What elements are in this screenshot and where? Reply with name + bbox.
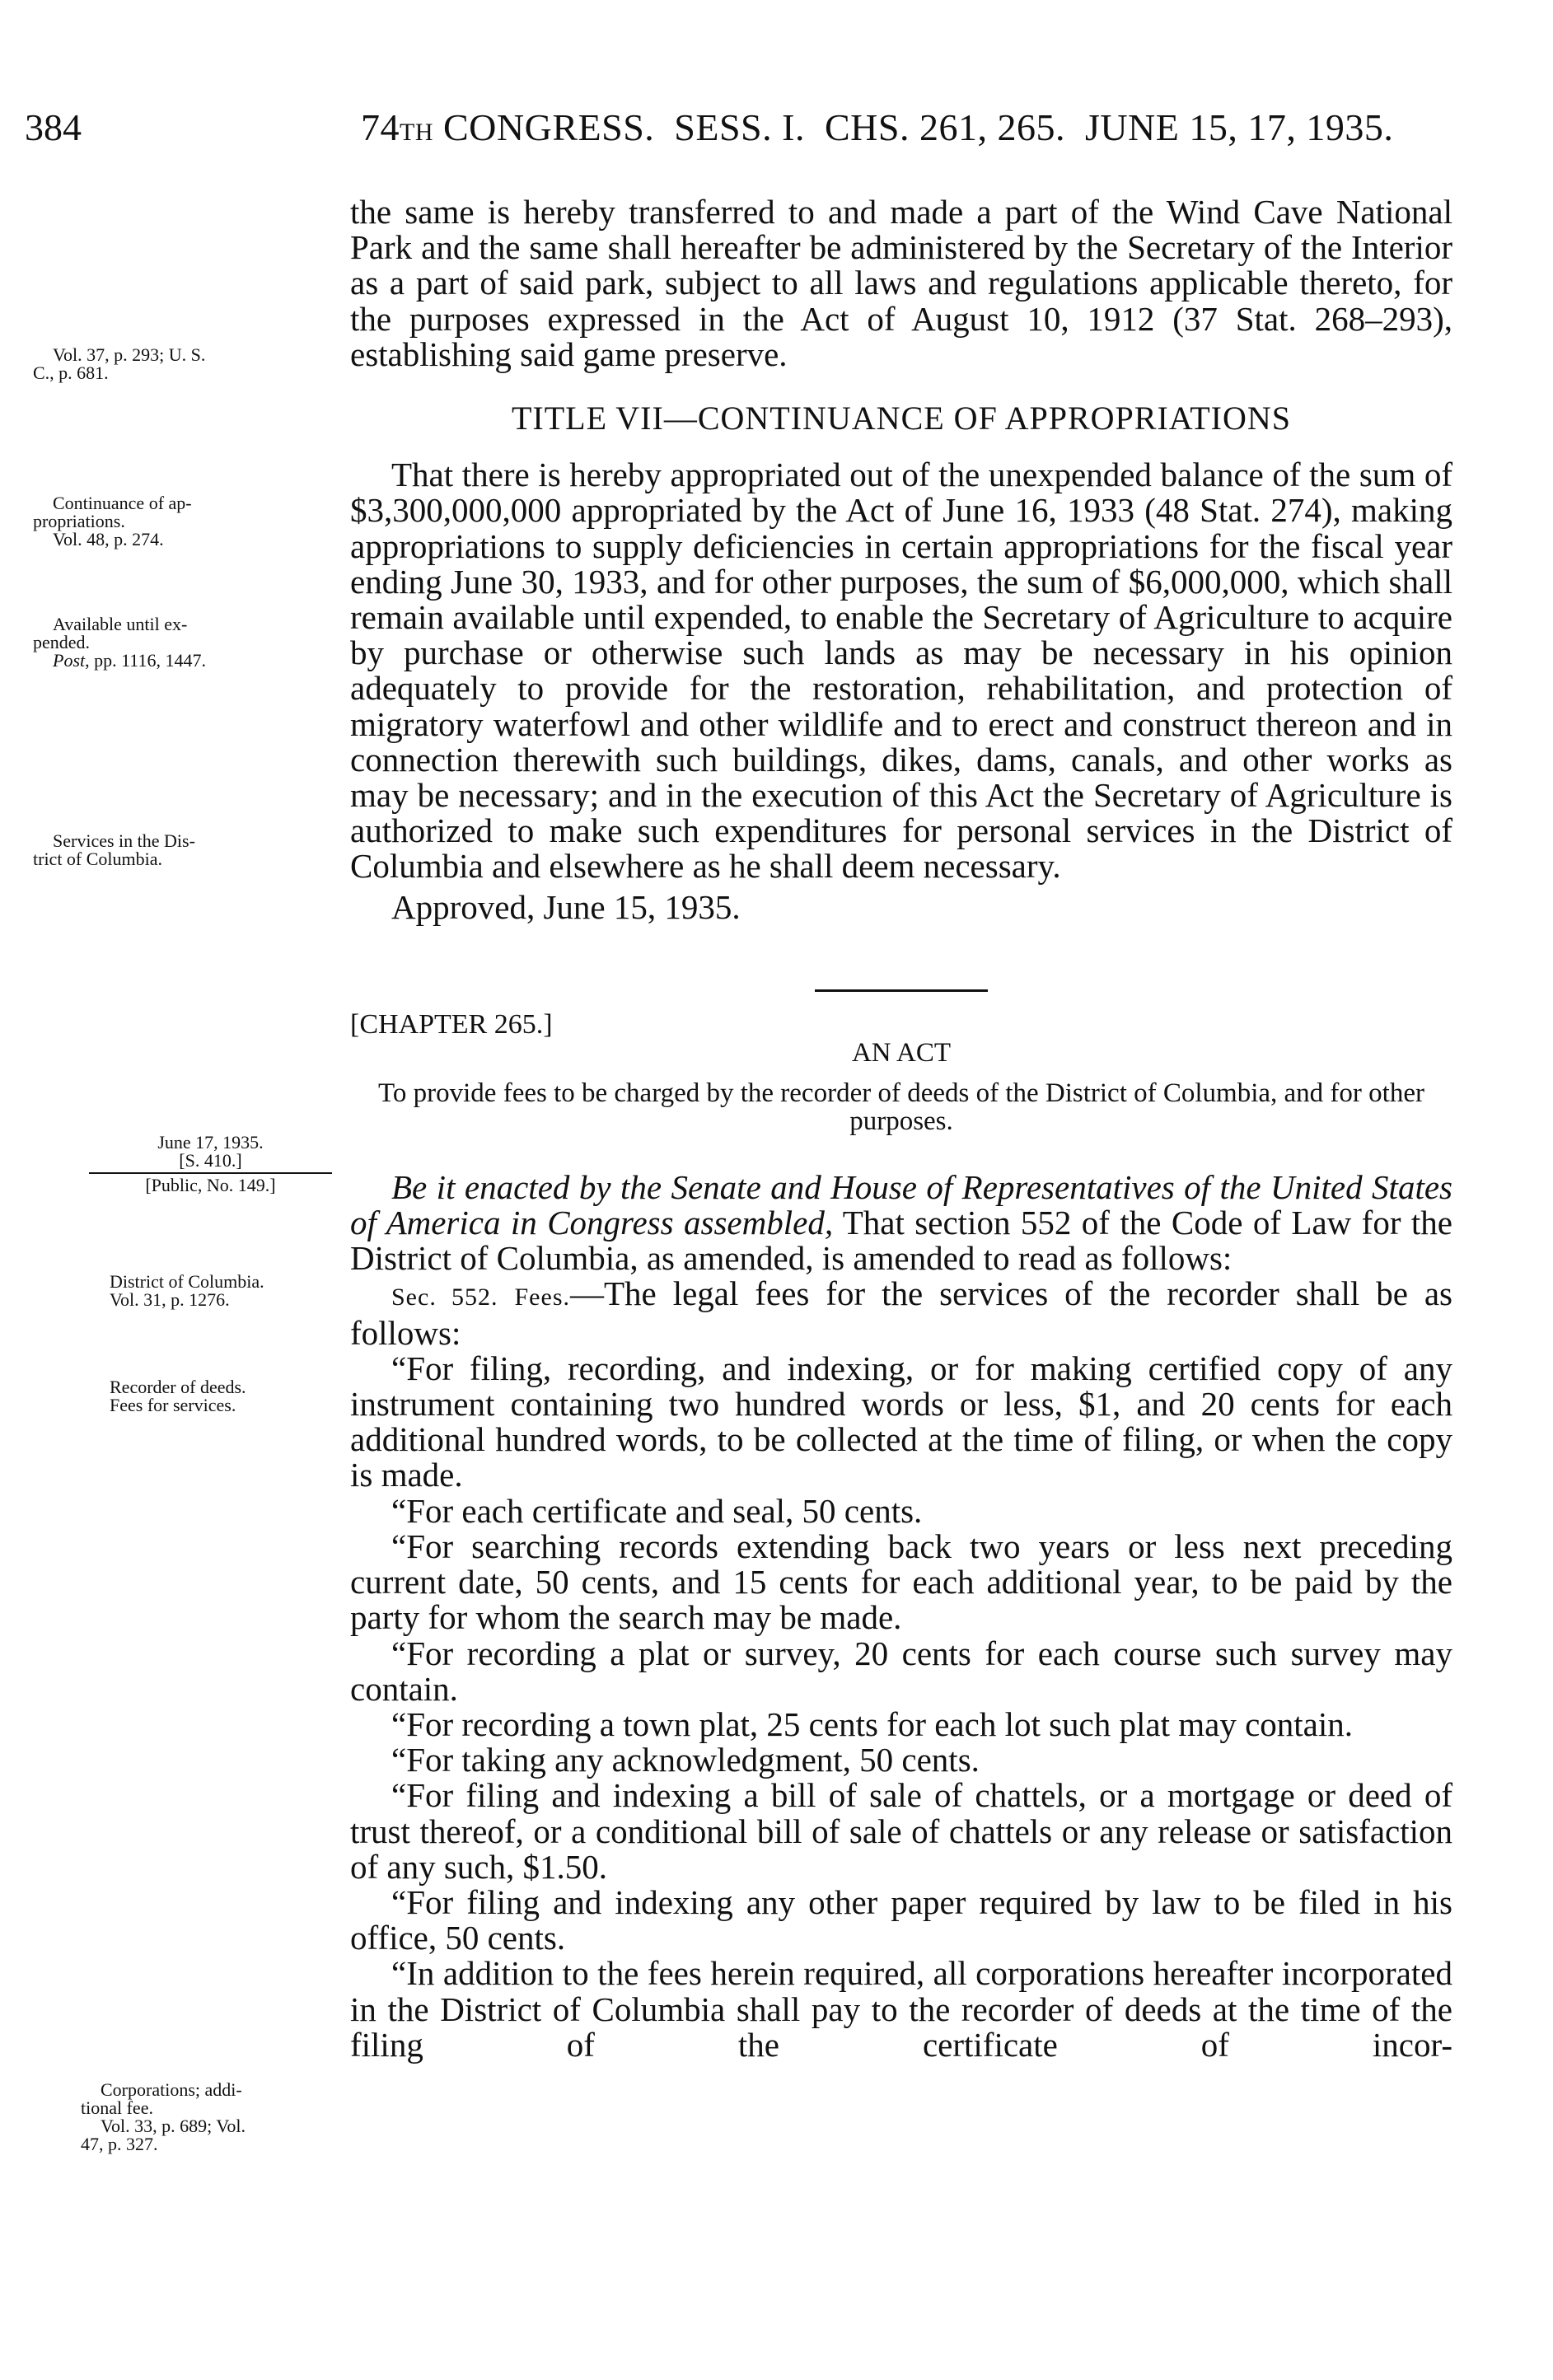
margin-note-line: propriations. — [33, 511, 125, 531]
fee-item: “In addition to the fees herein required, all corporations hereafter incorporated in the District of Columbia shall pay to the recorder of deeds at the time of the filing of the certificate of incor- — [350, 1954, 1452, 2064]
margin-note-line: Vol. 31, p. 1276. — [110, 1289, 230, 1310]
post-ref-pages: , pp. 1116, 1447. — [85, 650, 206, 671]
margin-note-line: Corporations; addi- — [101, 2079, 242, 2100]
margin-note-line: Vol. 37, p. 293; U. S. — [53, 344, 206, 365]
margin-note-line: District of Columbia. — [110, 1271, 264, 1292]
approval-date: Approved, June 15, 1935. — [391, 887, 741, 926]
section-text: —The legal fees for the services of the recorder shall be as follows: — [350, 1274, 1453, 1352]
fee-item: “For searching records extending back two years or less next preceding current date, 50 cents, and 15 cents for each additional year, to be paid by the party for whom the search may be made. — [350, 1527, 1452, 1637]
post-ref-italic: Post — [53, 650, 86, 671]
margin-note-dc — [110, 1273, 340, 1309]
margin-note-line: trict of Columbia. — [33, 849, 163, 869]
margin-note-corporations — [81, 2081, 324, 2153]
margin-note-line: Vol. 48, p. 274. — [53, 529, 164, 549]
act-heading: AN ACT — [851, 1037, 952, 1068]
margin-note-recorder — [110, 1378, 340, 1414]
margin-note-available — [33, 615, 334, 670]
senate-bill-number: [S. 410.] — [179, 1150, 242, 1171]
congress-ordinal-suffix: TH — [400, 119, 433, 146]
margin-note-line: Available until ex- — [53, 614, 188, 634]
margin-note-continuance — [33, 494, 334, 549]
margin-note-line: 47, p. 327. — [81, 2134, 158, 2154]
chapter-label: [CHAPTER 265.] — [350, 1008, 553, 1040]
margin-note-line: Continuance of ap- — [53, 493, 192, 513]
margin-note-act-date — [89, 1134, 332, 1195]
running-head-text: CONGRESS. SESS. I. CHS. 261, 265. JUNE 15, 17, 1935. — [443, 106, 1394, 148]
running-header — [25, 105, 1458, 155]
enacting-clause-italic: Be it enacted by the Senate and House of Representatives of the United States of America in Congress assembled, — [350, 1167, 1452, 1242]
section-552 — [350, 1276, 1452, 1350]
margin-note-services-dc — [33, 832, 334, 868]
fee-item: “For filing and indexing any other paper required by law to be filed in his office, 50 cents. — [350, 1882, 1452, 1957]
margin-note-line: tional fee. — [81, 2097, 153, 2118]
section-heading: Fees. — [514, 1284, 570, 1312]
margin-note-line: Vol. 33, p. 689; Vol. — [101, 2116, 246, 2136]
section-divider — [815, 989, 988, 992]
fee-item: “For recording a plat or survey, 20 cents for each course such survey may contain. — [350, 1634, 1452, 1708]
congress-number: 74 — [361, 106, 400, 148]
public-law-number: [Public, No. 149.] — [145, 1175, 276, 1195]
act-purpose: To provide fees to be charged by the recorder of deeds of the District of Columbia, and for other purposes. — [378, 1078, 1424, 1136]
enacting-clause — [350, 1167, 1452, 1278]
fee-item: “For recording a town plat, 25 cents for each lot such plat may contain. — [391, 1704, 1353, 1743]
margin-note-line — [33, 652, 334, 670]
margin-note-line: C., p. 681. — [33, 362, 109, 383]
main-text-column — [350, 194, 1452, 2063]
margin-note-line: pended. — [33, 632, 91, 652]
act-date: June 17, 1935. — [157, 1132, 264, 1153]
paragraph-appropriation: That there is hereby appropriated out of the unexpended balance of the sum of $3,300,000,000 appropriated by the Act of June 16, 1933 (48 Stat. 274), making appropriations to supply deficiencies in certain appropriations for the fiscal year ending June 30, 1933, and for other purposes, the sum of $6,000,000, which shall remain available until expended, to enable the Secretary of Agriculture to acquire by purchase or otherwise such lands as may be necessary in his opinion adequately to provide for the restoration, rehabilitation, and protection of migratory waterfowl and other wildlife and to erect and construct thereon and in connection therewith such buildings, dikes, dams, canals, and other works as may be necessary; and in the execution of this Act the Secretary of Agriculture is authorized to make such expenditures for personal services in the District of Columbia and elsewhere as he shall deem necessary. — [350, 456, 1452, 886]
page-number: 384 — [25, 106, 82, 148]
margin-divider — [89, 1172, 332, 1174]
paragraph-continuation: the same is hereby transferred to and made a part of the Wind Cave National Park and the same shall hereafter be administered by the Secretary of the Interior as a part of said park, subject to all laws and regulations applicable thereto, for the purposes expressed in the Act of August 10, 1912 (37 Stat. 268–293), establishing said game preserve. — [350, 193, 1452, 373]
margin-note-line: Recorder of deeds. — [110, 1377, 246, 1397]
title-heading: TITLE VII—CONTINUANCE OF APPROPRIATIONS — [511, 400, 1292, 437]
running-head — [361, 105, 1393, 149]
margin-note-line: Services in the Dis- — [53, 830, 195, 851]
enacting-clause-rest: That section 552 of the Code of Law for the District of Columbia, as amended, is amended to read as follows: — [350, 1204, 1452, 1278]
section-label: Sec. 552. — [391, 1284, 498, 1312]
fee-item: “For filing and indexing a bill of sale of chattels, or a mortgage or deed of trust thereof, or a conditional bill of sale of chattels or any release or satisfaction of any such, $1.50. — [350, 1776, 1452, 1886]
fee-item: “For taking any acknowledgment, 50 cents. — [391, 1741, 980, 1779]
margin-note-line: Fees for services. — [110, 1395, 236, 1415]
margin-note-statute-ref — [33, 346, 334, 382]
fee-item: “For filing, recording, and indexing, or for making certified copy of any instrument containing two hundred words or less, $1, and 20 cents for each additional hundred words, to be collected at the time of filing, or when the copy is made. — [350, 1349, 1452, 1494]
fee-item: “For each certificate and seal, 50 cents. — [391, 1491, 923, 1530]
